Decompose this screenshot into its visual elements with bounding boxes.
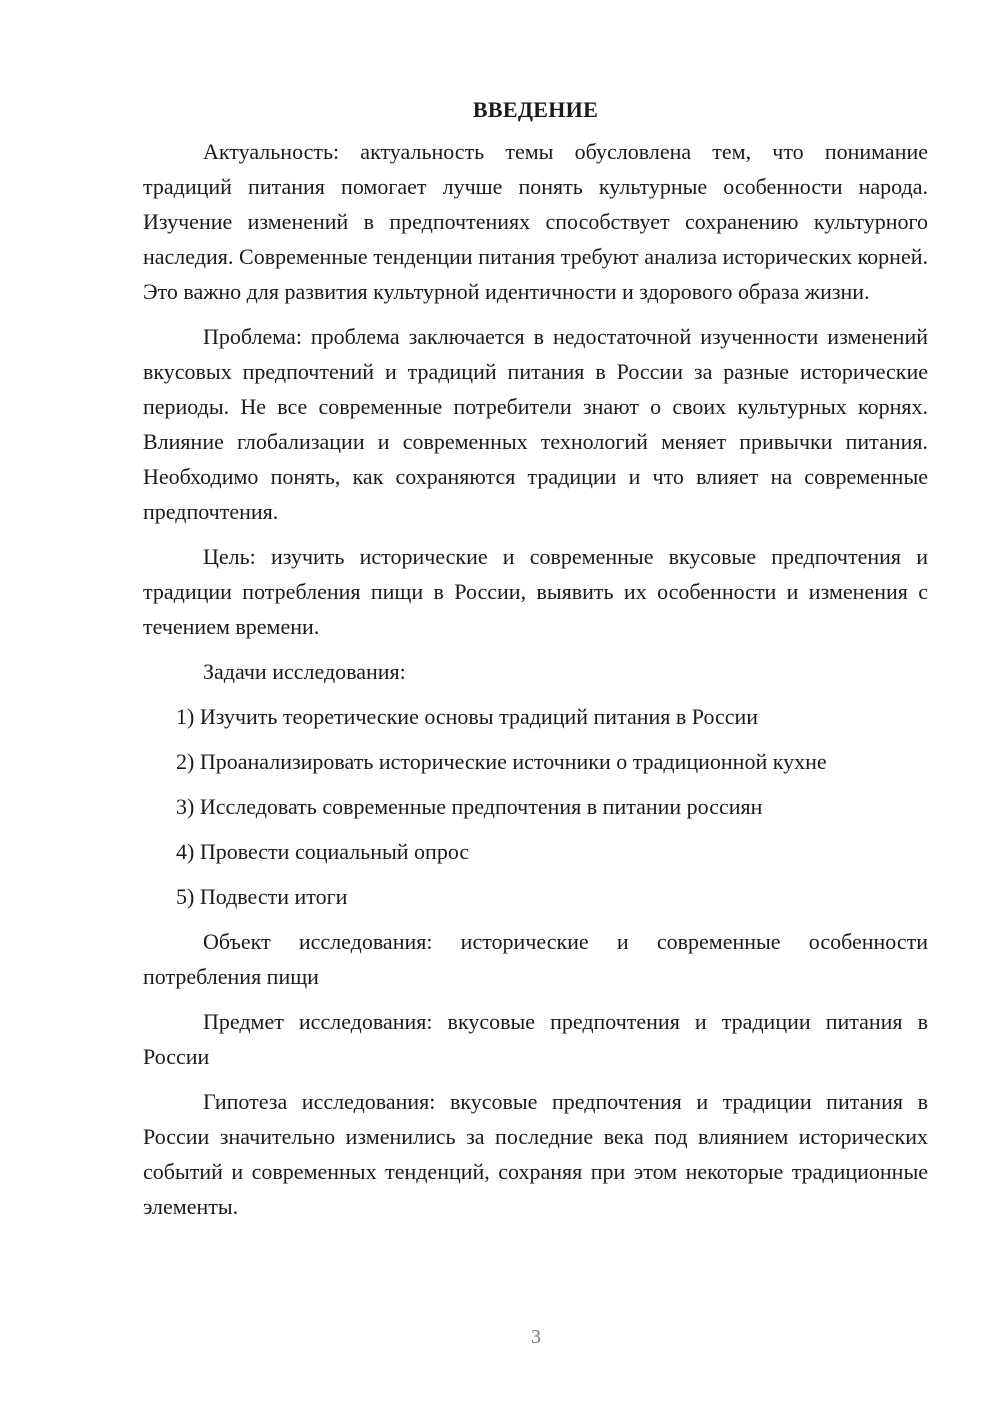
paragraph-object: Объект исследования: исторические и современные особенности потребления пищи <box>143 929 928 989</box>
document-page <box>143 92 928 1234</box>
paragraph-hypothesis: Гипотеза исследования: вкусовые предпочтения и традиции питания в России значительно изменились за последние века под влиянием исторических событий и современных тенденций, сохраняя при этом некоторые традиционные элементы. <box>143 1089 928 1219</box>
tasks-list <box>143 699 928 914</box>
paragraph-problem: Проблема: проблема заключается в недостаточной изученности изменений вкусовых предпочтений и традиций питания в России за разные исторические периоды. Не все современные потребители знают о своих культурных корнях. Влияние глобализации и современных технологий меняет привычки питания. Необходимо понять, как сохраняются традиции и что влияет на современные предпочтения. <box>143 324 928 524</box>
paragraph-subject: Предмет исследования: вкусовые предпочтения и традиции питания в России <box>143 1009 928 1069</box>
list-item: 1) Изучить теоретические основы традиций питания в России <box>176 704 759 729</box>
paragraph-goal: Цель: изучить исторические и современные вкусовые предпочтения и традиции потребления пищи в России, выявить их особенности и изменения с течением времени. <box>143 544 928 639</box>
list-item: 2) Проанализировать исторические источники о традиционной кухне <box>176 749 827 774</box>
tasks-heading: Задачи исследования: <box>203 659 406 684</box>
page-title: ВВЕДЕНИЕ <box>472 97 599 122</box>
list-item: 3) Исследовать современные предпочтения в питании россиян <box>176 794 763 819</box>
page-number: 3 <box>531 1326 541 1348</box>
list-item: 5) Подвести итоги <box>176 884 348 909</box>
list-item: 4) Провести социальный опрос <box>176 839 470 864</box>
paragraph-relevance: Актуальность: актуальность темы обусловлена тем, что понимание традиций питания помогает лучше понять культурные особенности народа. Изучение изменений в предпочтениях способствует сохранению культурного наследия. Современные тенденции питания требуют анализа исторических корней. Это важно для развития культурной идентичности и здорового образа жизни. <box>143 139 928 304</box>
